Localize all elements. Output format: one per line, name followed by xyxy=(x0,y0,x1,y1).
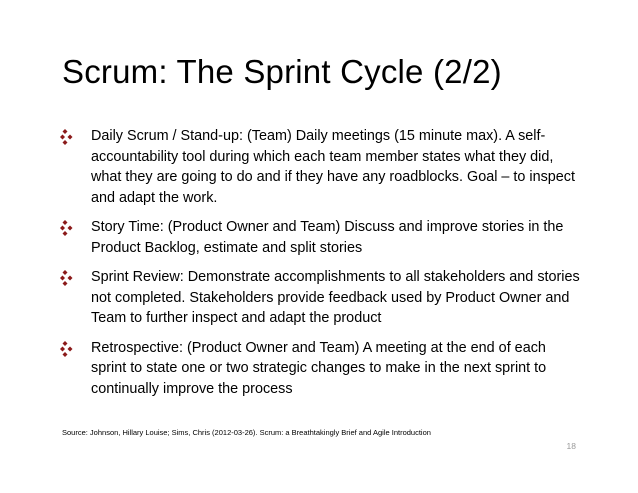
bullet-text: Story Time: (Product Owner and Team) Discuss and improve stories in the Product Backlog, estimate and split stories xyxy=(91,219,564,256)
bullet-list xyxy=(60,126,580,408)
source-citation: Source: Johnson, Hillary Louise; Sims, Chris (2012-03-26). Scrum: a Breathtakingly Brief and Agile Introduction xyxy=(62,428,431,437)
bullet-item xyxy=(60,126,580,208)
bullet-item xyxy=(60,267,580,329)
bullet-text: Daily Scrum / Stand-up: (Team) Daily meetings (15 minute max). A self-accountability tool during which each team member states what they did, what they are going to do and if they have any roadblocks. Goal – to inspect and adapt the work. xyxy=(91,128,575,206)
page-number: 18 xyxy=(566,441,576,451)
bullet-item xyxy=(60,217,580,258)
bullet-text: Retrospective: (Product Owner and Team) A meeting at the end of each sprint to state one or two strategic changes to make in the next sprint to continually improve the process xyxy=(91,339,547,397)
diamond-bullet-icon xyxy=(60,270,87,286)
diamond-bullet-icon xyxy=(60,129,87,145)
diamond-bullet-icon xyxy=(60,341,87,357)
bullet-item xyxy=(60,338,580,400)
slide-title: Scrum: The Sprint Cycle (2/2) xyxy=(62,53,502,90)
diamond-bullet-icon xyxy=(60,220,87,236)
bullet-text: Sprint Review: Demonstrate accomplishments to all stakeholders and stories not completed. Stakeholders provide feedback used by Product Owner and Team to further inspect and adapt the product xyxy=(91,269,580,326)
